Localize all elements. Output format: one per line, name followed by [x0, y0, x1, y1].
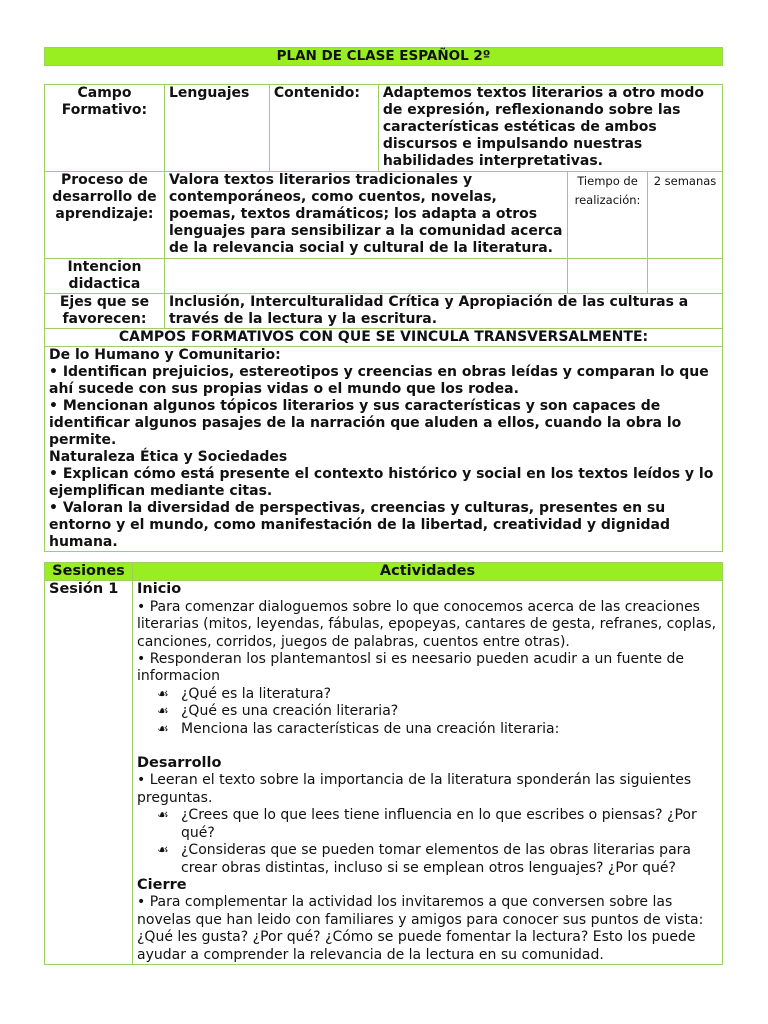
cierre-title: Cierre: [137, 876, 187, 893]
desarrollo-paragraph: • Leeran el texto sobre la importancia de la literatura sponderán las siguientes preguntas.: [137, 772, 692, 806]
actividades-header: Actividades: [133, 563, 723, 581]
ejes-value: Inclusión, Interculturalidad Crítica y Apropiación de las culturas a través de la lectura y la escritura.: [164, 294, 722, 329]
curled-arrow-icon: ☙: [157, 704, 169, 720]
desarrollo-title: Desarrollo: [137, 755, 222, 772]
question-text: ¿Crees que lo que lees tiene influencia en lo que escribes o piensas? ¿Por qué?: [181, 807, 697, 841]
intencion-label: Intencion didactica: [45, 259, 165, 294]
transversal-line: • Mencionan algunos tópicos literarios y sus características y son capaces de identificar algunos pasajes de la narración que aluden a ellos, cuando la obra lo permite.: [49, 398, 682, 448]
transversal-line: • Identifican prejuicios, estereotipos y creencias en obras leídas y comparan lo que ahí sucede con sus propias vidas o el mundo que los rodea.: [49, 364, 709, 397]
session-label: Sesión 1: [45, 581, 133, 965]
transversal-line: • Valoran la diversidad de perspectivas, creencias y culturas, presentes en su entorno y el mundo, como manifestación de la libertad, creatividad y dignidad humana.: [49, 500, 670, 550]
plan-table: [44, 84, 723, 552]
intencion-value: [164, 259, 567, 294]
page-title: PLAN DE CLASE ESPAÑOL 2º: [45, 48, 723, 66]
question-text: ¿Qué es una creación literaria?: [181, 703, 399, 720]
question-text: ¿Consideras que se pueden tomar elementos de las obras literarias para crear obras distintas, incluso si se emplean otros lenguajes? ¿Por qué?: [181, 842, 691, 876]
inicio-paragraph: • Responderan los plantemantosl si es neesario pueden acudir a un fuente de informacion: [137, 651, 685, 685]
curled-arrow-icon: ☙: [157, 721, 169, 737]
inicio-questions: [137, 686, 718, 738]
inicio-title: Inicio: [137, 581, 182, 598]
sessions-table: [44, 562, 723, 965]
sesiones-header: Sesiones: [45, 563, 133, 581]
question-text: ¿Qué es la literatura?: [181, 685, 332, 702]
intencion-empty-1: [568, 259, 648, 294]
transversal-line: • Explican cómo está presente el contexto histórico y social en los textos leídos y lo ejemplifican mediante citas.: [49, 466, 714, 499]
intencion-empty-2: [648, 259, 723, 294]
ejes-label: Ejes que se favorecen:: [45, 294, 165, 329]
tiempo-value: 2 semanas: [648, 172, 723, 259]
cierre-paragraph: • Para complementar la actividad los invitaremos a que conversen sobre las novelas que han leido con familiares y amigos para conocer sus puntos de vista: ¿Qué les gusta? ¿Por qué? ¿Cómo se puede fomentar la lectura? Esto los puede ayudar a comprender la relevancia de la lectura en su comunidad.: [137, 894, 704, 963]
transversal-line: Naturaleza Ética y Sociedades: [49, 449, 288, 465]
proceso-label: Proceso de desarrollo de aprendizaje:: [45, 172, 165, 259]
campo-value: Lenguajes: [164, 85, 269, 172]
curled-arrow-icon: ☙: [157, 808, 169, 824]
title-table: [44, 47, 723, 66]
question-item: [157, 703, 718, 720]
inicio-paragraph: • Para comenzar dialoguemos sobre lo que conocemos acerca de las creaciones literarias (mitos, leyendas, fábulas, epopeyas, cantares de gesta, refranes, coplas, canciones, corridos, juegos de palabras, cuentos entre otras).: [137, 598, 717, 650]
question-text: Menciona las características de una creación literaria:: [181, 720, 560, 737]
tiempo-label: Tiempo de realización:: [568, 172, 648, 259]
session-activities: [133, 581, 723, 965]
question-item: [157, 842, 718, 877]
question-item: [157, 686, 718, 703]
transversal-header: CAMPOS FORMATIVOS CON QUE SE VINCULA TRANSVERSALMENTE:: [45, 329, 723, 347]
campo-label: Campo Formativo:: [45, 85, 165, 172]
question-item: [157, 721, 718, 738]
question-item: [157, 807, 718, 842]
transversal-list: [45, 347, 723, 552]
contenido-value: Adaptemos textos literarios a otro modo de expresión, reflexionando sobre las características estéticas de ambos discursos e impulsando nuestras habilidades interpretativas.: [378, 85, 722, 172]
curled-arrow-icon: ☙: [157, 686, 169, 702]
curled-arrow-icon: ☙: [157, 843, 169, 859]
desarrollo-questions: [137, 807, 718, 877]
proceso-value: Valora textos literarios tradicionales y contemporáneos, como cuentos, novelas, poemas, textos dramáticos; los adapta a otros lenguajes para sensibilizar a la comunidad acerca de la relevancia social y cultural de la literatura.: [164, 172, 567, 259]
transversal-line: De lo Humano y Comunitario:: [49, 347, 281, 363]
contenido-label: Contenido:: [269, 85, 378, 172]
